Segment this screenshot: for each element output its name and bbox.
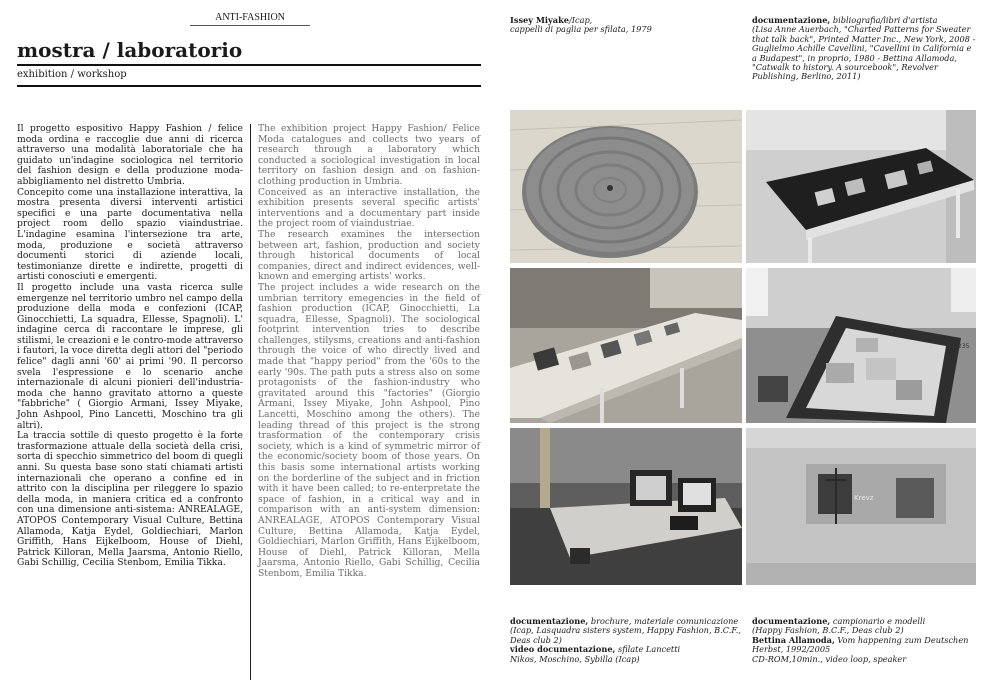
caption-italic: CD-ROM,10min., video loop, speaker [752,653,907,664]
title-rule-top [17,64,481,66]
caption-bold: documentazione, [752,616,831,626]
photo-document-table [746,268,976,423]
caption-bold: Issey Miyake [510,15,569,25]
caption-brochure-documentation [510,617,742,664]
caption-issey-miyake [510,16,730,35]
photo-black-table [746,110,976,263]
caption-samples-documentation [752,617,978,664]
caption-bold: Bettina Allamoda, [752,634,835,645]
caption-italic: (Lisa Anne Auerbach, "Charted Patterns for Sweater that talk back", Printed Matter Inc., New York, 2008 - Guglielmo Achille Cavellini, "Cavellini in California e a Budapest", in proprio, 1980 - Bettina Allamoda, "Catwalk to history. A sourcebook", Revolver Publishing, Berlino, 2011) [752,24,976,82]
title-rule-bottom [17,85,481,87]
caption-bold: documentazione, [752,15,831,25]
photo-video-projection [746,428,976,585]
caption-italic: brochure, materiale comunicazione (Icap, Lasquadra sisters system, Happy Fashion, B.C.F., Deas club 2) [510,616,741,645]
english-text-column: The exhibition project Happy Fashion/ Felice Moda catalogues and collects two years of research through a laboratory which conducted a sociological investigation in local territory on fashion design and on fashion-clothing production in Umbria. Conceived as an interactive installation, the exhibition presents several specific artists' interventions and a documentary part inside the project room of viaindustriae. The research examines the intersection between art, fashion, production and society through historical documents of local companies, direct and indirect evidences, well-known and emerging artists' works. The project includes a wide research on the umbrian territory emegencies in the field of fashion production (ICAP, Ginocchietti, La squadra, Ellesse, Spagnoli). The sociological footprint intervention tries to describe challenges, stilysms, creations and anti-fashion through the voice of who directly lived and made that "happy period" from the '60s to the early '90s. The path puts a stress also on some protagonists of the fashion-industry who gravitated around this "factories" (Giorgio Armani, Issey Miyake, John Ashpool, Pino Lancetti, Moschino among the others). The leading thread of this project is the strong trasformation of the contemporary crisis society, which is a kind of symmetric mirror of the economic/society boom of those years. On this basis some international artists working on the borderline of the subject and in friction with it have been called; to re-enterpretate the space of fashion, in a critical way and in comparison with an anti-system dimension: ANREALAGE, ATOPOS Contemporary Visual Culture, Bettina Allamoda, Katja Eydel, Goldiechiari, Marlon Griffith, Hans Eijkelboom, House of Diehl, Patrick Killoran, Mella Jaarsma, Antonio Riello, Gabi Schillig, Cecilia Stenbom, Emilia Tikka. [258,123,480,579]
page-title: mostra / laboratorio [17,38,243,62]
caption-italic: sfilate Lancetti [615,644,681,655]
column-divider [250,124,251,680]
photo-tv-monitors [510,428,742,585]
photo-wall-number: 235 [958,343,970,350]
caption-italic: Nikos, Moschino, Sybilla (Icap) [510,653,640,664]
caption-bibliography [752,16,978,82]
page-subtitle: exhibition / workshop [17,69,127,80]
caption-italic: /Icap, [568,15,593,25]
caption-bold: video documentazione, [510,644,616,655]
caption-italic: Vom happening zum Deutschen Herbst, 1992/2005 [752,634,969,655]
section-kicker: ANTI-FASHION [190,12,310,26]
italian-text-column: Il progetto espositivo Happy Fashion / felice moda ordina e raccoglie due anni di ricerca attraverso una modalità laboratoriale che ha guidato un'indagine sociologica nel territorio del fashion design e della produzione moda-abbigliamento nel distretto Umbria. Concepito come una installazione interattiva, la mostra presenta diversi interventi artistici specifici e una parte documentativa nella project room dello spazio viaindustriae. L'indagine esamina l'intersezione tra arte, moda, produzione e società attraverso documenti storici di aziende locali, testimonianze dirette e indirette, progetti di artisti conosciuti e emergenti. Il progetto include una vasta ricerca sulle emergenze nel territorio umbro nel campo della produzione della moda e confezioni (ICAP, Ginocchietti, La squadra, Ellesse, Spagnoli). L' indagine cerca di raccontare le imprese, gli stilismi, le creazioni e le contro-mode attraverso i fautori, la voce diretta degli attori del "periodo felice" dagli anni '60' ai primi '90. Il percorso svela l'espressione e lo scenario anche internazionale di alcuni pionieri dell'industria-moda che hanno gravitato attorno a queste "fabbriche" ( Giorgio Armani, Issey Miyake, John Ashpool, Pino Lancetti, Moschino tra gli altri). La traccia sottile di questo progetto è la forte trasformazione attuale della società della crisi, sorta di specchio simmetrico del boom di quegli anni. Su questa base sono stati chiamati artisti internazionali che operano a confine ed in attrito con la disciplina per rileggere lo spazio della moda, in maniera critica ed a confronto con una dimensione anti-sistema: ANREALAGE, ATOPOS Contemporary Visual Culture, Bettina Allamoda, Katja Eydel, Goldiechiari, Marlon Griffith, Hans Eijkelboom, House of Diehl, Patrick Killoran, Mella Jaarsma, Antonio Riello, Gabi Schillig, Cecilia Stenbom, Emilia Tikka. [17,123,243,569]
caption-italic: bibliografia/libri d'artista [830,15,938,25]
caption-italic: cappelli di paglia per sfilata, 1979 [510,24,652,35]
photo-straw-hat [510,110,742,263]
caption-bold: documentazione, [510,616,589,626]
photo-long-table [510,268,742,423]
caption-italic: campionario e modelli [830,616,926,626]
caption-italic: (Happy Fashion, B.C.F., Deas club 2) [752,625,904,636]
projection-text: Krevz [854,494,874,502]
